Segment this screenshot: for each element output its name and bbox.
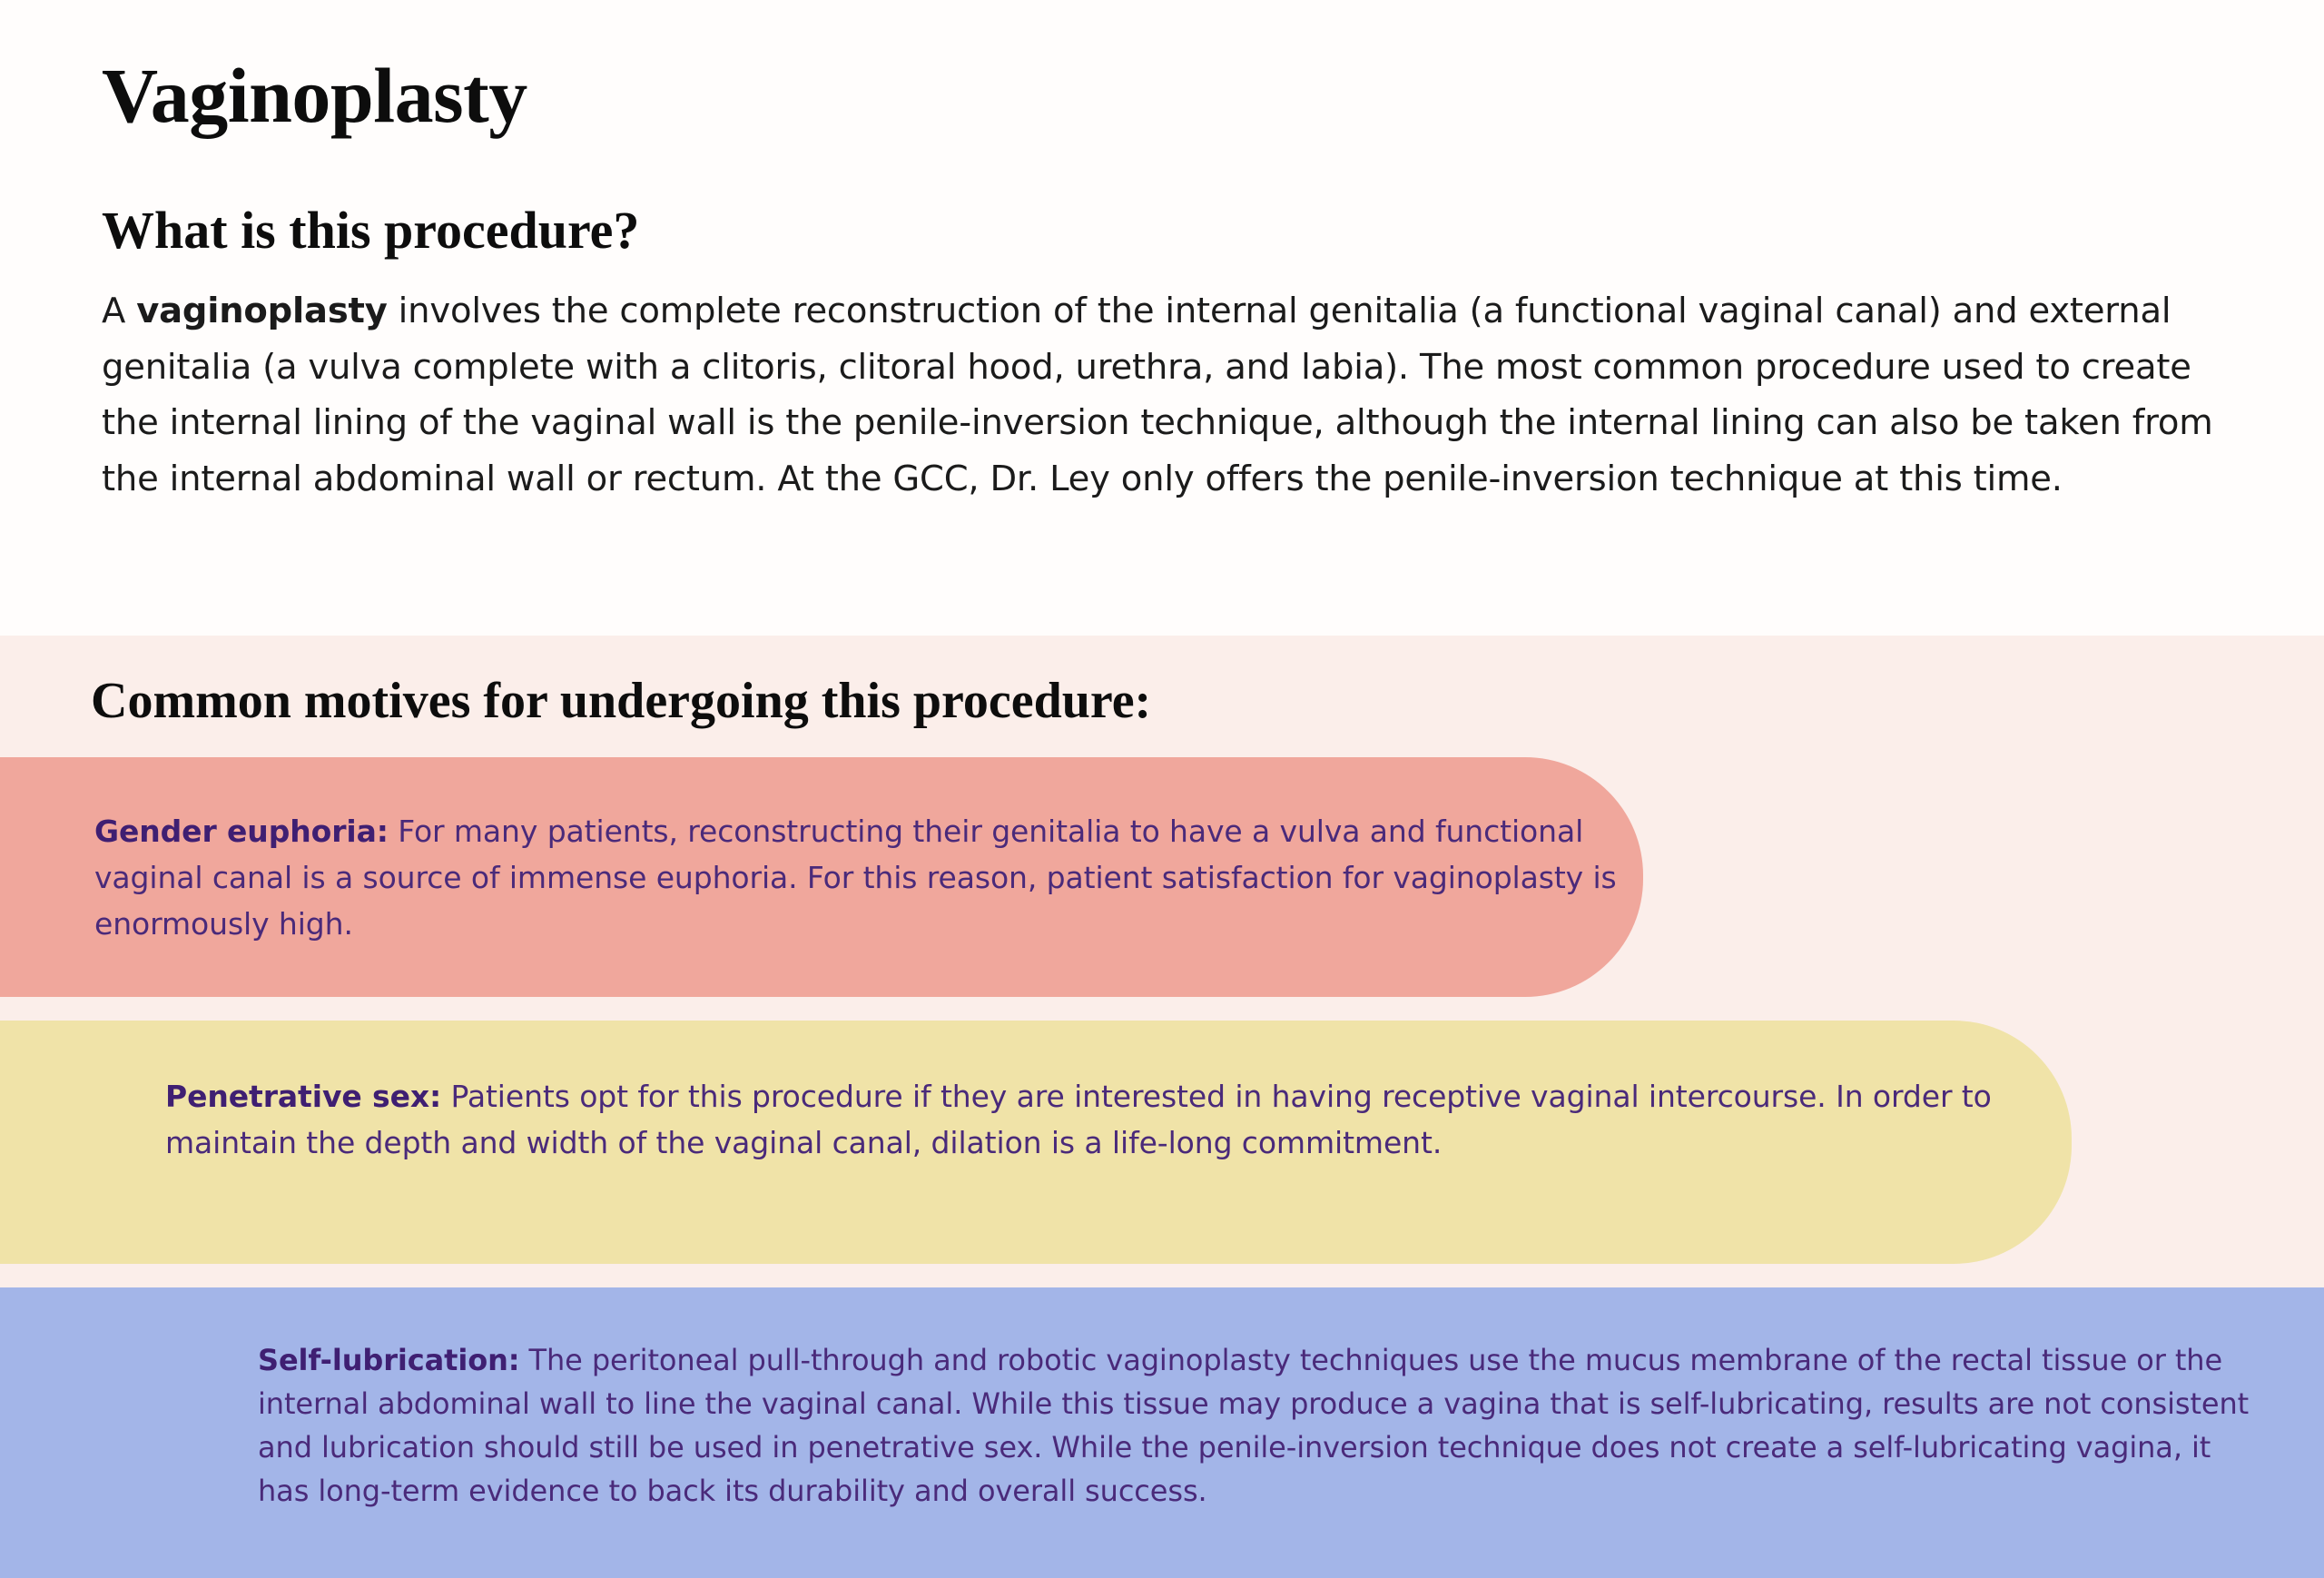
motive-body: For many patients, reconstructing their genitalia to have a vulva and functional vaginal canal is a source of immense euphoria. For this reason, patient satisfaction for vaginoplasty is enormously high.: [94, 813, 1617, 942]
motive-text: [258, 1338, 2270, 1513]
intro-bold-term: vaginoplasty: [136, 291, 388, 332]
motive-label: Self-lubrication:: [258, 1342, 520, 1377]
motive-text: [94, 808, 1643, 947]
motives-heading: Common motives for undergoing this procedure:: [91, 673, 1152, 729]
motive-label: Penetrative sex:: [165, 1078, 442, 1114]
section-heading-what-is-this-procedure: What is this procedure?: [102, 201, 640, 261]
motive-bar-self-lubrication: [0, 1287, 2324, 1578]
motive-label: Gender euphoria:: [94, 813, 389, 849]
intro-paragraph: [102, 283, 2233, 507]
motive-text: [165, 1073, 2072, 1166]
intro-rest: involves the complete reconstruction of the internal genitalia (a functional vaginal canal) and external genitalia (a vulva complete with a clitoris, clitoral hood, urethra, and labia). The most common procedure used to create the internal lining of the vaginal wall is the penile-inversion technique, although the internal lining can also be taken from the internal abdominal wall or rectum. At the GCC, Dr. Ley only offers the penile-inversion technique at this time.: [102, 291, 2213, 499]
motive-body: Patients opt for this procedure if they are interested in having receptive vaginal intercourse. In order to maintain the depth and width of the vaginal canal, dilation is a life-long commitment.: [165, 1078, 1992, 1160]
motive-body: The peritoneal pull-through and robotic vaginoplasty techniques use the mucus membrane of the rectal tissue or the internal abdominal wall to line the vaginal canal. While this tissue may produce a vagina that is self-lubricating, results are not consistent and lubrication should still be used in penetrative sex. While the penile-inversion technique does not create a self-lubricating vagina, it has long-term evidence to back its durability and overall success.: [258, 1342, 2250, 1508]
motive-bar-gender-euphoria: [0, 757, 1643, 997]
motives-section: [0, 636, 2324, 1550]
motive-bar-penetrative-sex: [0, 1021, 2072, 1264]
page-title: Vaginoplasty: [102, 52, 527, 139]
intro-lead: A: [102, 291, 137, 332]
intro-section: [0, 0, 2324, 636]
motives-bar-list: [0, 757, 2324, 1578]
